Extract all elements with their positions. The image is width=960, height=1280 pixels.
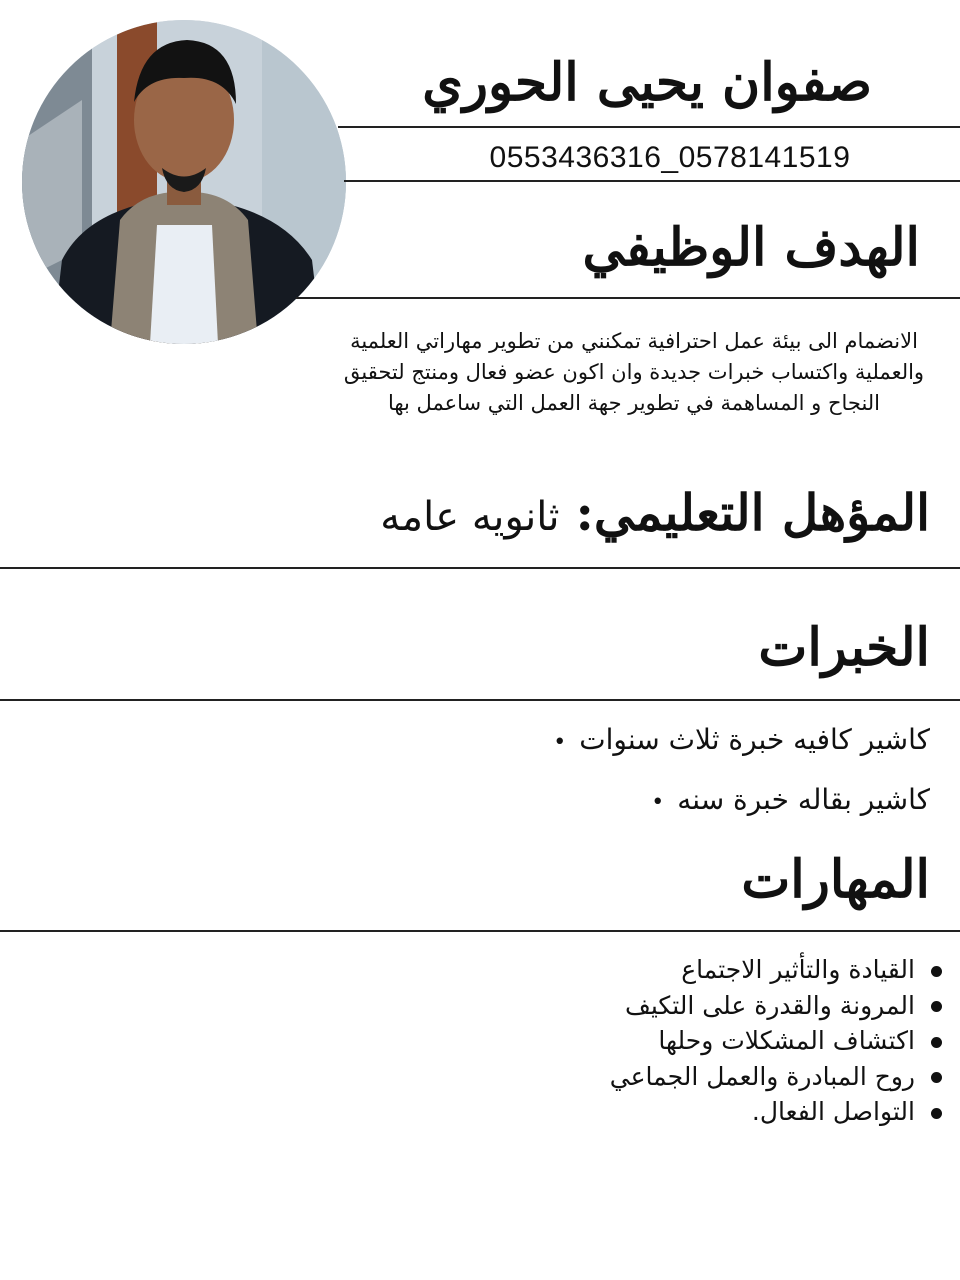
objective-heading: الهدف الوظيفي bbox=[582, 217, 920, 278]
bullet-icon bbox=[931, 966, 942, 977]
bullet-icon bbox=[931, 1072, 942, 1083]
experience-heading: الخبرات bbox=[758, 617, 930, 678]
list-item: كاشير كافيه خبرة ثلاث سنوات • bbox=[230, 710, 930, 770]
candidate-name: صفوان يحيى الحوري bbox=[422, 52, 872, 113]
bullet-icon bbox=[931, 1108, 942, 1119]
objective-text: الانضمام الى بيئة عمل احترافية تمكنني من تطوير مهاراتي العلمية والعملية واكتساب خبرات جديدة وان اكون عضو فعال ومنتج لتحقيق النجاح و المساهمة في تطوير جهة العمل التي ساعمل بها bbox=[343, 329, 925, 415]
list-item bbox=[242, 1094, 942, 1130]
bullet-icon bbox=[931, 1037, 942, 1048]
skill-text: روح المبادرة والعمل الجماعي bbox=[609, 1061, 915, 1091]
phone-numbers: 0553436316_0578141519 bbox=[489, 141, 851, 174]
list-item bbox=[242, 988, 942, 1024]
skill-text: التواصل الفعال. bbox=[751, 1097, 915, 1126]
profile-photo bbox=[22, 20, 346, 344]
skill-text: اكتشاف المشكلات وحلها bbox=[658, 1026, 915, 1055]
list-item bbox=[242, 1023, 942, 1059]
bullet-icon bbox=[931, 1001, 942, 1012]
divider bbox=[0, 567, 960, 569]
skill-text: القيادة والتأثير الاجتماع bbox=[681, 955, 915, 984]
list-item bbox=[242, 1059, 942, 1095]
divider bbox=[0, 699, 960, 701]
list-item bbox=[242, 952, 942, 988]
divider bbox=[296, 297, 960, 299]
list-item: كاشير بقاله خبرة سنه • bbox=[230, 770, 930, 830]
education-value: ثانويه عامه bbox=[380, 494, 560, 540]
divider bbox=[0, 930, 960, 932]
divider bbox=[338, 126, 960, 128]
education-label: المؤهل التعليمي: bbox=[575, 483, 930, 542]
divider bbox=[344, 180, 960, 182]
skills-heading: المهارات bbox=[741, 849, 930, 910]
skills-list bbox=[242, 952, 942, 1130]
skill-text: المرونة والقدرة على التكيف bbox=[624, 990, 915, 1020]
experience-list bbox=[230, 710, 930, 830]
education-row bbox=[30, 478, 930, 552]
